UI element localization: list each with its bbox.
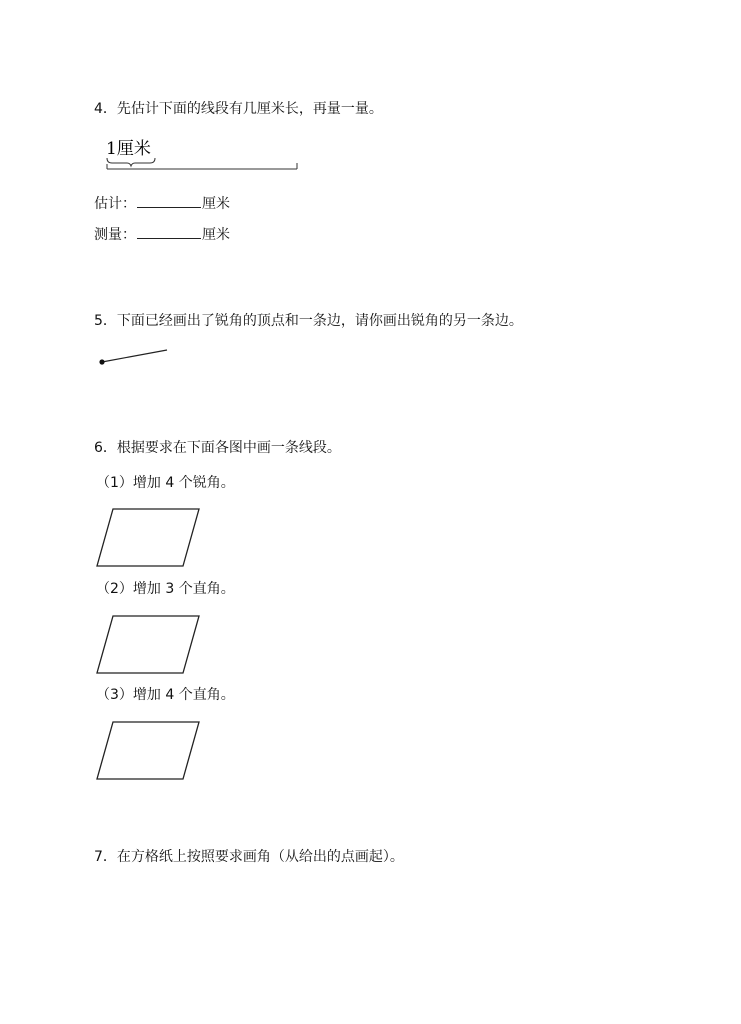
q7-title: 7．在方格纸上按照要求画角（从给出的点画起）。 xyxy=(94,849,404,865)
angle-side xyxy=(102,350,167,362)
estimate-blank[interactable] xyxy=(137,193,201,208)
estimate-unit: 厘米 xyxy=(202,196,230,212)
ruler-segment-figure xyxy=(100,136,305,176)
q4-title: 4．先估计下面的线段有几厘米长，再量一量。 xyxy=(94,101,383,117)
parallelogram-1-shape xyxy=(97,509,199,566)
angle-vertex xyxy=(99,359,104,364)
measure-blank[interactable] xyxy=(137,224,201,239)
parallelogram-1 xyxy=(95,507,201,569)
acute-angle-figure xyxy=(96,346,172,368)
q6-title: 6．根据要求在下面各图中画一条线段。 xyxy=(94,440,341,456)
parallelogram-2-shape xyxy=(97,616,199,673)
measure-unit: 厘米 xyxy=(202,227,230,243)
measure-label: 测量： xyxy=(94,227,136,243)
estimate-row xyxy=(94,193,230,213)
q5-title: 5．下面已经画出了锐角的顶点和一条边，请你画出锐角的另一条边。 xyxy=(94,313,523,329)
parallelogram-2 xyxy=(95,614,201,676)
parallelogram-3-shape xyxy=(97,722,199,779)
estimate-label: 估计： xyxy=(94,196,136,212)
ruler-label: 1厘米 xyxy=(106,139,151,159)
q6-part-2: （2）增加 3 个直角。 xyxy=(96,581,235,597)
parallelogram-3 xyxy=(95,720,201,782)
q6-part-3: （3）增加 4 个直角。 xyxy=(96,687,235,703)
q6-part-1: （1）增加 4 个锐角。 xyxy=(96,475,235,491)
measure-row xyxy=(94,224,230,244)
brace-mark xyxy=(107,158,155,166)
